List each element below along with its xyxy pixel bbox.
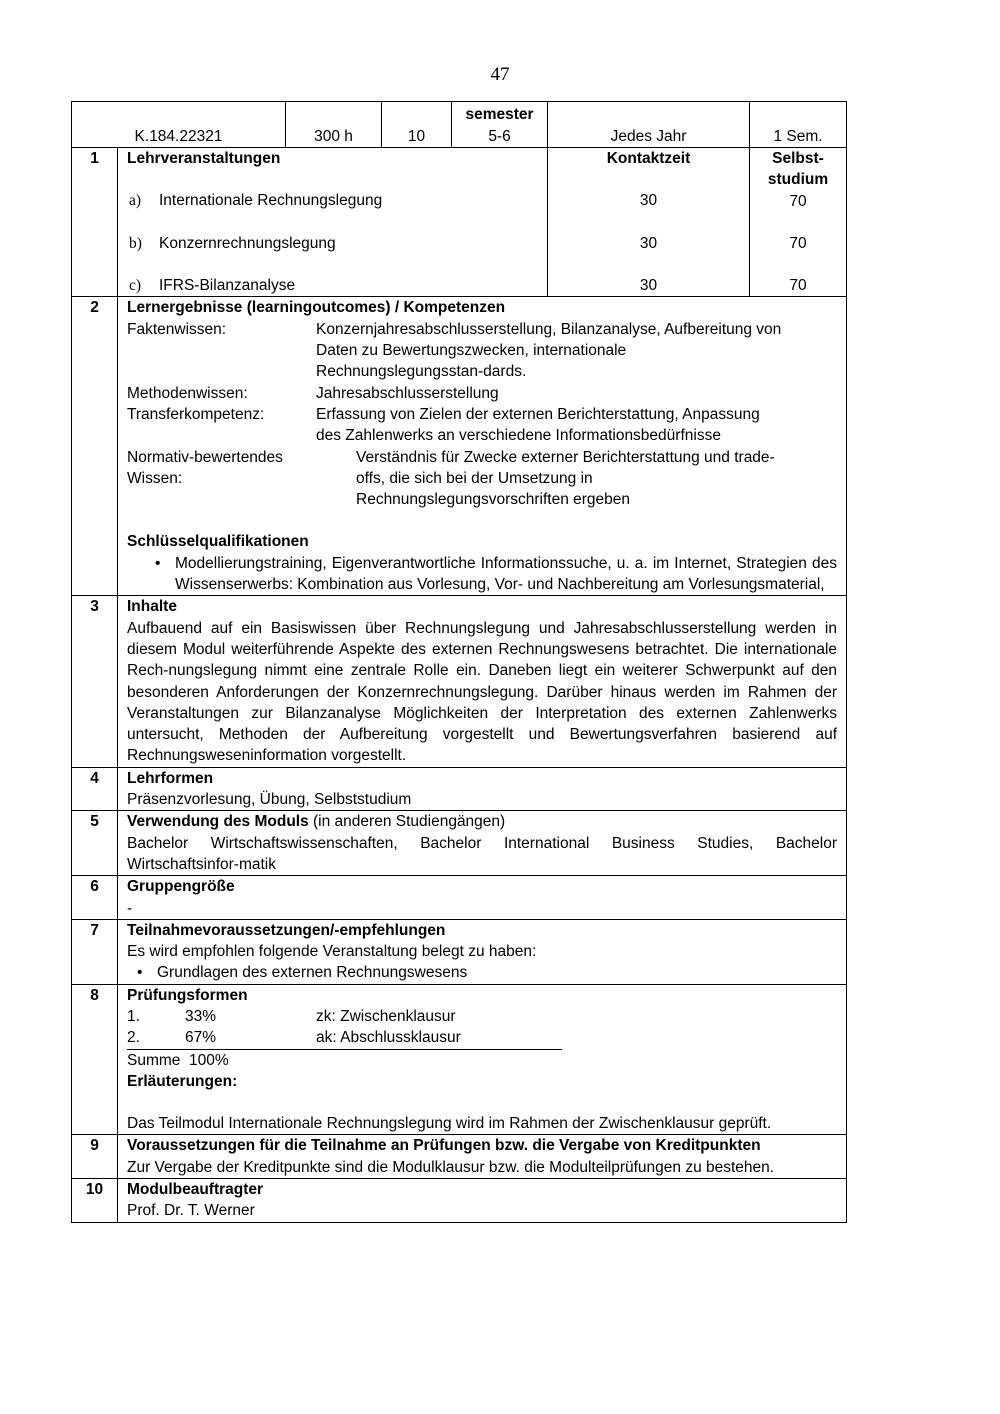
section-module-lead <box>72 1179 847 1223</box>
competence-row: Methodenwissen: Jahresabschlusserstellung <box>127 384 499 402</box>
section-title: Modulbeauftragter <box>127 1181 264 1199</box>
teaching-forms-text: Präsenzvorlesung, Übung, Selbststudium <box>127 791 412 809</box>
section-number: 10 <box>72 1179 118 1223</box>
module-code: K.184.22321 <box>72 102 286 148</box>
self-study-value: 70 <box>789 277 807 295</box>
section-title: Teilnahmevoraussetzungen/-empfehlungen <box>127 921 446 939</box>
module-lead-name: Prof. Dr. T. Werner <box>127 1202 255 1220</box>
section-number: 8 <box>72 984 118 1135</box>
header-row <box>72 102 847 148</box>
section-group-size <box>72 876 847 920</box>
notes-text: Das Teilmodul Internationale Rechnungslegung wird im Rahmen der Zwischenklausur geprüft. <box>127 1115 772 1133</box>
prerequisites-cell <box>118 919 847 984</box>
learning-outcomes-cell <box>118 297 847 596</box>
contact-time-column <box>548 148 750 297</box>
notes-title: Erläuterungen: <box>127 1072 238 1090</box>
section-number: 5 <box>72 811 118 876</box>
competence-row: Normativ-bewertendes Wissen: Verständnis für Zwecke externer Berichterstattung und trade-offs, die sich bei der Umsetzung in Rechnungslegungsvorschriften ergeben <box>127 448 775 509</box>
key-qualifications-title: Schlüsselqualifikationen <box>127 533 309 551</box>
duration: 1 Sem. <box>750 102 847 148</box>
section-number: 2 <box>72 297 118 596</box>
module-table <box>71 101 847 1223</box>
self-study-header-1: Selbst- <box>772 150 824 167</box>
module-usage-text: Bachelor Wirtschaftswissenschaften, Bachelor International Business Studies, Bachelor Wirtschaftsinfor-matik <box>127 834 838 873</box>
exam-sum: Summe 100% <box>127 1051 229 1069</box>
competence-row: Faktenwissen: Konzernjahresabschlusserstellung, Bilanzanalyse, Aufbereitung von Daten zu Bewertungszwecken, internationale Rechnungslegungsstan-dards. <box>127 320 782 381</box>
key-qualifications-list <box>127 553 837 596</box>
page-number: 47 <box>490 64 510 85</box>
section-number: 7 <box>72 919 118 984</box>
contact-value: 30 <box>639 234 658 252</box>
semester-value: 5-6 <box>488 127 511 145</box>
workload: 300 h <box>286 102 382 148</box>
course-item: a) Internationale Rechnungslegung <box>129 192 383 210</box>
group-size-cell <box>118 876 847 920</box>
competence-row: Transferkompetenz: Erfassung von Zielen der externen Berichterstattung, Anpassung des Zahlenwerks an verschiedene Informationsbedürfnisse <box>127 405 760 445</box>
section-number: 1 <box>72 148 118 297</box>
section-title: Inhalte <box>127 598 177 616</box>
contact-time-header: Kontaktzeit <box>606 150 691 167</box>
section-prerequisites <box>72 919 847 984</box>
section-title: Lehrformen <box>127 769 214 787</box>
section-courses <box>72 148 847 297</box>
exam-requirements-text: Zur Vergabe der Kreditpunkte sind die Modulklausur bzw. die Modulteilprüfungen zu bestehen. <box>127 1158 775 1176</box>
module-description <box>71 101 846 1223</box>
section-title-suffix: (in anderen Studiengängen) <box>308 813 506 831</box>
contents-text: Aufbauend auf ein Basiswissen über Rechnungslegung und Jahresabschlusserstellung werden in diesem Modul weiterführende Aspekte des externen Rechnungswesens betrachtet. Die internationale Rech-nungslegung nimmt eine zentrale Rolle ein. Daneben liegt ein weiterer Schwerpunkt auf den besonderen Anforderungen der Konzernrechnungslegung. Darüber hinaus werden im Rahmen der Veranstaltungen zur Bilanzanalyse Möglichkeiten der Interpretation des externen Zahlenwerks untersucht, Methoden der Aufbereitung vorgestellt und Bewertungsverfahren basierend auf Rechnungsweseninformation vorgestellt. <box>127 619 838 765</box>
exam-forms-cell <box>118 984 847 1135</box>
semester-cell <box>452 102 548 148</box>
section-number: 3 <box>72 596 118 767</box>
section-title: Verwendung des Moduls <box>127 813 309 831</box>
course-item: c) IFRS-Bilanzanalyse <box>129 276 296 294</box>
section-title: Voraussetzungen für die Teilnahme an Prüfungen bzw. die Vergabe von Kreditpunkten <box>127 1137 761 1155</box>
course-item: b) Konzernrechnungslegung <box>129 234 336 252</box>
self-study-value: 70 <box>789 234 807 252</box>
contact-value: 30 <box>639 192 658 210</box>
exam-row: 2. 67% ak: Abschlussklausur <box>127 1027 562 1049</box>
courses-cell <box>118 148 548 297</box>
section-teaching-forms <box>72 767 847 811</box>
self-study-column <box>750 148 847 297</box>
group-size-value: - <box>127 899 133 917</box>
contents-cell <box>118 596 847 767</box>
section-exam-forms <box>72 984 847 1135</box>
section-number: 4 <box>72 767 118 811</box>
exam-row: 1. 33% zk: Zwischenklausur <box>127 1007 456 1025</box>
section-learning-outcomes <box>72 297 847 596</box>
teaching-forms-cell <box>118 767 847 811</box>
prerequisites-list <box>127 962 837 983</box>
section-title: Lernergebnisse (learningoutcomes) / Kompetenzen <box>127 299 506 317</box>
section-number: 6 <box>72 876 118 920</box>
module-lead-cell <box>118 1179 847 1223</box>
prerequisites-text: Es wird empfohlen folgende Veranstaltung belegt zu haben: <box>127 943 537 961</box>
self-study-value: 70 <box>789 192 807 210</box>
credits: 10 <box>382 102 452 148</box>
section-title: Prüfungsformen <box>127 986 248 1004</box>
module-usage-cell <box>118 811 847 876</box>
exam-requirements-cell <box>118 1135 847 1179</box>
list-item: • Grundlagen des externen Rechnungswesens <box>157 962 837 983</box>
section-title-row <box>127 811 837 832</box>
section-exam-requirements <box>72 1135 847 1179</box>
section-contents <box>72 596 847 767</box>
list-item: • Modellierungstraining, Eigenverantwortliche Informationssuche, u. a. im Internet, Strategien des Wissenserwerbs: Kombination aus Vorlesung, Vor- und Nachbereitung am Vorlesungsmaterial, <box>175 553 837 596</box>
section-title: Gruppengröße <box>127 878 235 896</box>
contact-value: 30 <box>639 276 658 294</box>
frequency: Jedes Jahr <box>548 102 750 148</box>
self-study-header-2: studium <box>767 171 829 189</box>
section-number: 9 <box>72 1135 118 1179</box>
section-module-usage <box>72 811 847 876</box>
semester-label: semester <box>465 106 534 124</box>
section-title: Lehrveranstaltungen <box>127 150 281 167</box>
